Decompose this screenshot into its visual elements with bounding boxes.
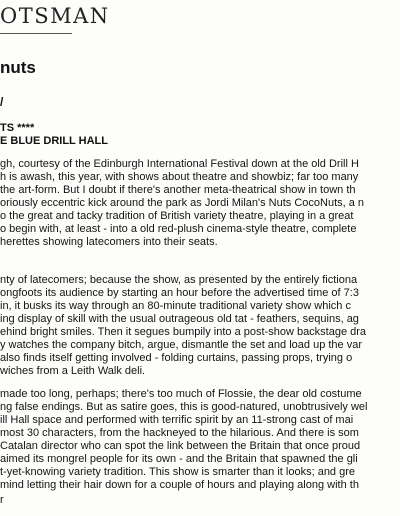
article-body-line: h is awash, this year, with shows about theatre and showbiz; far too many — [0, 171, 359, 183]
article-body-line: y watches the company bitch, argue, dismantle the set and load up the var — [0, 339, 362, 351]
article-body-line: ill Hall space and performed with terrific spirit by an 11-strong cast of mai — [0, 414, 354, 426]
article-body-line: herettes showing latecomers into their seats. — [0, 236, 218, 248]
article-body-line: most 30 characters, from the hackneyed to the hilarious. And there is som — [0, 427, 359, 439]
article-body-line: t-yet-knowing variety tradition. This show is smarter than it looks; and gre — [0, 466, 356, 478]
article-byline: / — [0, 95, 4, 109]
article-body-line: Catalan director who can spot the link between the Britain that once proud — [0, 440, 361, 452]
review-title: TS **** — [0, 122, 35, 134]
article-body-line: made too long, perhaps; there's too much of Flossie, the dear old costume — [0, 388, 362, 400]
article-body-line: aimed its mongrel people for its own - and the Britain that spawned the gli — [0, 453, 358, 465]
article-body-line: also finds itself getting involved - folding curtains, passing props, trying o — [0, 352, 353, 364]
article-body-line: nty of latecomers; because the show, as presented by the entirely fictiona — [0, 274, 358, 286]
article-body-line: ongfoots its audience by starting an hour before the advertised time of 7:3 — [0, 287, 359, 299]
article-body-line: oriously eccentric kick around the park as Jordi Milan's Nuts CocoNuts, a n — [0, 197, 365, 209]
article-body-line: mind letting their hair down for a couple of hours and playing along with th — [0, 479, 359, 491]
article-body-line: o begin with, at least - into a old red-plush cinema-style theatre, complete — [0, 223, 357, 235]
newspaper-masthead: OTSMAN — [0, 4, 110, 28]
article-body-line: o the great and tacky tradition of British variety theatre, playing in a great — [0, 210, 354, 222]
article-body-line: ng false endings. But as satire goes, this is good-natured, unobtrusively wel — [0, 401, 368, 413]
article-signature: r — [0, 494, 4, 506]
article-body-line: the art-form. But I doubt if there's another meta-theatrical show in town th — [0, 184, 356, 196]
article-headline: nuts — [0, 58, 36, 77]
article-body-line: gh, courtesy of the Edinburgh International Festival down at the old Drill H — [0, 158, 359, 170]
masthead-rule — [0, 33, 72, 34]
article-body-line: wiches from a Leith Walk deli. — [0, 365, 146, 377]
article-body-line: ing display of skill with the usual outrageous old tat - feathers, sequins, ag — [0, 313, 359, 325]
article-body-line: in, it busks its way through an 80-minute traditional variety show which c — [0, 300, 351, 312]
review-venue: E BLUE DRILL HALL — [0, 135, 108, 147]
article-body-line: ehind bright smiles. Then it segues bumpily into a post-show backstage dra — [0, 326, 367, 338]
